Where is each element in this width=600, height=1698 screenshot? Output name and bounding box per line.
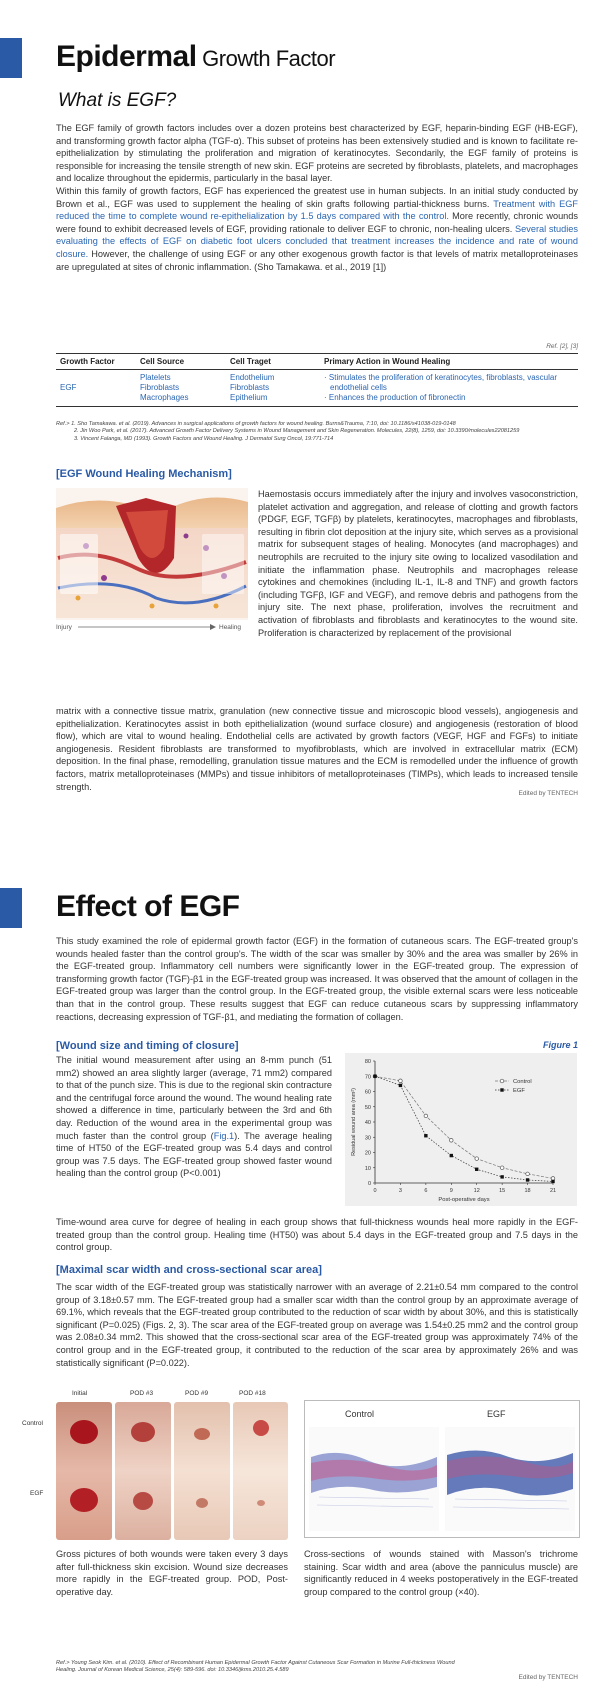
data-point-control <box>475 1157 479 1161</box>
intro-text-c: However, the challenge of using EGF or any other exogenous growth factor is that levels of matrix metalloproteinases are upregulated at sites of chronic inflammation. (Sho Tamakawa. et al., 2019 [1]) <box>56 248 578 272</box>
photo-row-label: EGF <box>30 1490 44 1497</box>
table-cell-targets <box>226 370 320 407</box>
data-point-egf <box>500 1175 503 1178</box>
wound-size-text <box>56 1054 332 1180</box>
x-tick-label: 12 <box>473 1188 480 1194</box>
page-title <box>56 40 335 74</box>
data-point-control <box>551 1177 555 1181</box>
data-point-control <box>500 1166 504 1170</box>
mechanism-heading: [EGF Wound Healing Mechanism] <box>56 468 232 480</box>
primary-action: · Stimulates the proliferation of keratinocytes, fibroblasts, vascular <box>324 373 557 382</box>
reference-item: Ref.> 1. Sho Tamakawa. et al. (2019). Advances in surgical applications of growth factors for wound healing. Burns&Trauma, 7:10, doi: 10.1186/s41038-019-0148 <box>56 421 456 427</box>
section-marker <box>0 888 22 928</box>
data-point-control <box>526 1172 530 1176</box>
x-tick-label: 21 <box>549 1188 557 1194</box>
photo-row-label: Control <box>22 1420 43 1427</box>
y-tick-label: 0 <box>367 1181 371 1187</box>
data-point-control <box>424 1114 428 1118</box>
photo-caption: Gross pictures of both wounds were taken every 3 days after full-thickness skin excision. Wound size decreases more rapidly in the EGF-treated group. POD, Post-operative day. <box>56 1549 288 1597</box>
section2-reference: Ref.> Young Seok Kim. et al. (2010). Effect of Recombinant Human Epidermal Growth Factor Against Cutaneous Scar Formation in Murine Full-thickness Wound Healing. Journal of Korean Medical Science, 25(4): 589-596. doi: 10.3346/jkms.2010.25.4.589 <box>56 1660 455 1674</box>
table-header: Growth Factor <box>56 354 136 370</box>
mechanism-text-continued: matrix with a connective tissue matrix, granulation (new connective tissue and microscopic blood vessels), angiogenesis and epithelialization. Keratinocytes assist in both epithelialization (wound surface closure) and angiogenesis (restoration of blood flow), which are vital to wound healing. Endothelial cells are activated by growth factors (VEGF, HGF and FGFs) to initiate angiogenesis. Resident fibroblasts are transformed to myofibroblasts, which are involved in extracellular matrix (ECM) deposition. In the final phase, remodelling, granulation tissue matures and the ECM is remodelled under the influence of growth factors, matrix metalloproteinases (MMPs) and tissue inhibitors of metalloproteinases (TIMPs), which leads to increased tensile strength. <box>56 706 578 792</box>
growth-factor-table <box>56 353 578 407</box>
reference-item: 3. Vincent Falanga, MD (1993). Growth Factors and Wound Healing. J Dermatol Surg Oncol, 19:771-714 <box>74 435 334 442</box>
wound-size-heading: [Wound size and timing of closure] <box>56 1040 239 1052</box>
references <box>56 421 578 443</box>
x-tick-label: 0 <box>373 1188 377 1194</box>
y-tick-label: 50 <box>364 1104 371 1111</box>
y-tick-label: 80 <box>364 1059 371 1065</box>
photo-col-label: POD #9 <box>185 1390 209 1397</box>
series-line-egf <box>375 1076 553 1181</box>
chart-svg <box>345 1053 577 1206</box>
legend-label: Control <box>513 1079 532 1085</box>
histology-panel <box>304 1400 580 1538</box>
data-point-egf <box>373 1075 376 1078</box>
x-tick-label: 6 <box>424 1188 428 1194</box>
section-marker <box>0 38 22 78</box>
table-cell-sources <box>136 370 226 407</box>
histology-label-egf: EGF <box>487 1409 506 1419</box>
histology-label-control: Control <box>345 1409 375 1419</box>
table-cell-factor: EGF <box>56 370 136 407</box>
table-cell-actions <box>320 370 578 407</box>
cell-source: Macrophages <box>140 393 189 402</box>
data-point-control <box>399 1079 403 1083</box>
page-title-light: Growth Factor <box>196 46 336 71</box>
primary-action: endothelial cells <box>330 383 387 392</box>
y-tick-label: 40 <box>364 1120 371 1126</box>
scar-heading: [Maximal scar width and cross-sectional scar area] <box>56 1264 322 1276</box>
reference-item: 2. Jin Woo Park, et al. (2017). Advanced Growth Factor Delivery Systems in Wound Management and Skin Regeneration. Molecules, 22(8), 1259, doi: 10.3390/molecules22081259 <box>74 428 520 435</box>
y-tick-label: 70 <box>364 1074 371 1081</box>
x-tick-label: 9 <box>449 1188 453 1194</box>
wound-photo-pod9 <box>174 1402 230 1540</box>
section-subtitle: What is EGF? <box>58 90 177 111</box>
table-row <box>56 370 578 407</box>
intro-highlight-2: Several studies evaluating the effects of EGF on diabetic foot ulcers concluded that treatment increases the incidence and rate of wound closure. <box>56 223 578 259</box>
table-header: Cell Traget <box>226 354 320 370</box>
edited-by: Edited by TENTECH <box>518 790 578 797</box>
primary-action: · Enhances the production of fibronectin <box>324 393 466 402</box>
wound-text-b: ). The average healing time of HT50 of the EGF-treated group was 5.4 days and control group was 7.5 days. The EGF-treated group showed faster wound healing than the control group (P<0.001) <box>56 1130 332 1179</box>
photo-col-label: POD #18 <box>239 1390 266 1397</box>
wound-photo-pod3 <box>115 1402 171 1540</box>
page-title-bold: Epidermal <box>56 40 197 73</box>
y-tick-label: 30 <box>364 1135 371 1142</box>
intro-text <box>56 122 578 273</box>
intro-paragraph-1: The EGF family of growth factors includes over a dozen proteins best characterized by EGF, heparin-binding EGF (HB-EGF), and transforming growth factor alpha (TGF-α). This subset of proteins has been extensively studied and is known to facilitate re-epithelialization by stimulating the proliferation and migration of keratinocytes. Secondarily, the EGF family of proteins is responsible for increasing the tensile strength of new skin. EGF proteins are secreted by fibroblasts, platelets, and macrophages and localize throughout the epidermis, particularly in the basal layer. <box>56 123 578 184</box>
photo-col-label: POD #3 <box>130 1390 154 1397</box>
y-tick-label: 20 <box>364 1150 371 1157</box>
intro-text-b: More recently, chronic wounds were found to exhibit decreased levels of EGF, providing rationale to deliver EGF to chronic, non-healing ulcers. <box>56 211 579 234</box>
x-axis-label: Post-operative days <box>438 1197 490 1203</box>
legend-label: EGF <box>513 1088 525 1094</box>
data-point-egf <box>424 1134 427 1137</box>
data-point-egf <box>526 1178 529 1181</box>
intro-highlight-1: Treatment with EGF reduced the time to complete wound re-epithelialization by 1.5 days compared with the control. <box>56 198 578 222</box>
table-ref: Ref. [2], [3] <box>546 343 578 350</box>
series-line-control <box>375 1076 553 1178</box>
x-tick-label: 3 <box>398 1188 402 1194</box>
wound-photo-initial <box>56 1402 112 1540</box>
cell-target: Fibroblasts <box>230 383 270 392</box>
figure-label: Figure 1 <box>542 1040 578 1050</box>
wound-healing-illustration <box>56 488 248 642</box>
histology-caption: Cross-sections of wounds stained with Masson's trichrome staining. Scar width and area (above the panniculus muscle) are significantly reduced in 4 weeks postoperatively in the EGF-treated group compared to the control group (×40). <box>304 1549 578 1597</box>
data-point-control <box>449 1139 453 1143</box>
data-point-egf <box>551 1180 554 1183</box>
table-header: Primary Action in Wound Healing <box>320 354 578 370</box>
legend-marker <box>500 1088 503 1091</box>
data-point-egf <box>450 1154 453 1157</box>
histology-images <box>309 1427 575 1531</box>
x-tick-label: 18 <box>524 1188 531 1194</box>
data-point-egf <box>399 1084 402 1087</box>
data-point-egf <box>475 1168 478 1171</box>
effect-intro: This study examined the role of epidermal growth factor (EGF) in the formation of cutaneous scars. The EGF-treated group's wounds healed faster than the control group's. The width of the scar was smaller by 30% and the area was smaller by 26% in the EGF-treated group. Inflammatory cell numbers were significantly lower in the EGF-treated group. The expression of transforming growth factor (TGF)-β1 in the EGF-treated group was increased. It was observed that the amount of collagen in the EGF-treated group was larger than the control group. In the EGF-treated group, the visible external scars were less noticeable than that in the control group. These results suggest that EGF can reduce cutaneous scars by suppressing inflammatory reactions, decreasing expression of TGF-β1, and mediating the formation of collagen. <box>56 936 578 1022</box>
scale-label-healing: Healing <box>219 624 242 631</box>
y-tick-label: 10 <box>364 1165 371 1172</box>
wound-size-summary: Time-wound area curve for degree of healing in each group shows that full-thickness wounds heal more rapidly in the EGF-treated group than the control group. Healing time (HT50) was about 5.4 days in the EGF-treated group and 7.5 days in the control group. <box>56 1217 578 1253</box>
photo-col-label: Initial <box>72 1390 88 1397</box>
x-tick-label: 15 <box>499 1188 506 1194</box>
figure-link[interactable]: Fig.1 <box>213 1130 235 1141</box>
y-axis-label: Residual wound area (mm²) <box>351 1088 357 1156</box>
cell-source: Platelets <box>140 373 171 382</box>
wound-text-a: The initial wound measurement after using an 8-mm punch (51 mm2) showed an area slightly larger (average, 71 mm2) compared to that of the punch size. This is due to the regional skin contracture and the centrifugal force around the wound. The wound healing rate showed a difference in time, particularly between the 3rd and 6th day. Reduction of the wound area in the experimental group was much faster than the control group ( <box>56 1055 332 1141</box>
cell-target: Epithelium <box>230 393 268 402</box>
cell-source: Fibroblasts <box>140 383 180 392</box>
scale-label-injury: Injury <box>56 624 72 631</box>
wound-area-chart <box>345 1053 577 1206</box>
wound-photo-pod18 <box>233 1402 288 1540</box>
section-title: Effect of EGF <box>56 890 240 923</box>
intro-paragraph-2 <box>56 185 578 273</box>
intro-text-a: Within this family of growth factors, EGF has experienced the greatest use in human subjects. In an initial study conducted by Brown et al., EGF was used to supplement the healing of skin grafts following partial-thickness burns. <box>56 185 578 209</box>
legend-marker <box>500 1079 504 1083</box>
mechanism-text: Haemostasis occurs immediately after the injury and involves vasoconstriction, platelet activation and aggregation, and release of clotting and growth factors (PDGF, EGF, TGFβ) by platelets, keratinocytes, macrophages and fibroblasts, resulting in fibrin clot deposition at the injury site, which serves as a provisional matrix for subsequent stages of healing. Monocytes (and macrophages) and neutrophils are recruited to the injury site owing to localized vasodilation and initiate the inflammation phase. Neutrophils and macrophages release cytokines and chemokines (including IL-1, IL-8 and TNF) and growth factors (including TGFβ, IGF and VEGF), and remove debris and pathogens from the injury site. The next phase, proliferation, involves the recruitment and activation of fibroblasts and fibroblasts and keratinocytes to the wound site. Proliferation is characterized by replacement of the provisional <box>258 489 578 638</box>
y-tick-label: 60 <box>364 1089 371 1096</box>
edited-by: Edited by TENTECH <box>518 1674 578 1681</box>
cell-target: Endothelium <box>230 373 275 382</box>
scar-text: The scar width of the EGF-treated group was statistically narrower with an average of 2.21±0.54 mm compared to the control group of 3.18±0.57 mm. The EGF-treated group had a smaller scar width than the control group by an approximate average of 69.1%, which reveals that the EGF-treated group contributed to the reduction of scar width by about 30%, and this is statistically significant (P=0.025) (Figs. 2, 3). The scar area of the EGF-treated group on average was 1.54±0.25 mm2 and the control group was 2.08±0.34 mm2. This showed that the cross-sectional scar area of the EGF-treated group was approximately 74% of the control group and in the EGF-treated group, it contributed to the reduction of the scar area by approximately 26% and was statistically significant (P=0.022). <box>56 1282 578 1368</box>
photo-grid <box>22 1390 288 1540</box>
table-header: Cell Source <box>136 354 226 370</box>
